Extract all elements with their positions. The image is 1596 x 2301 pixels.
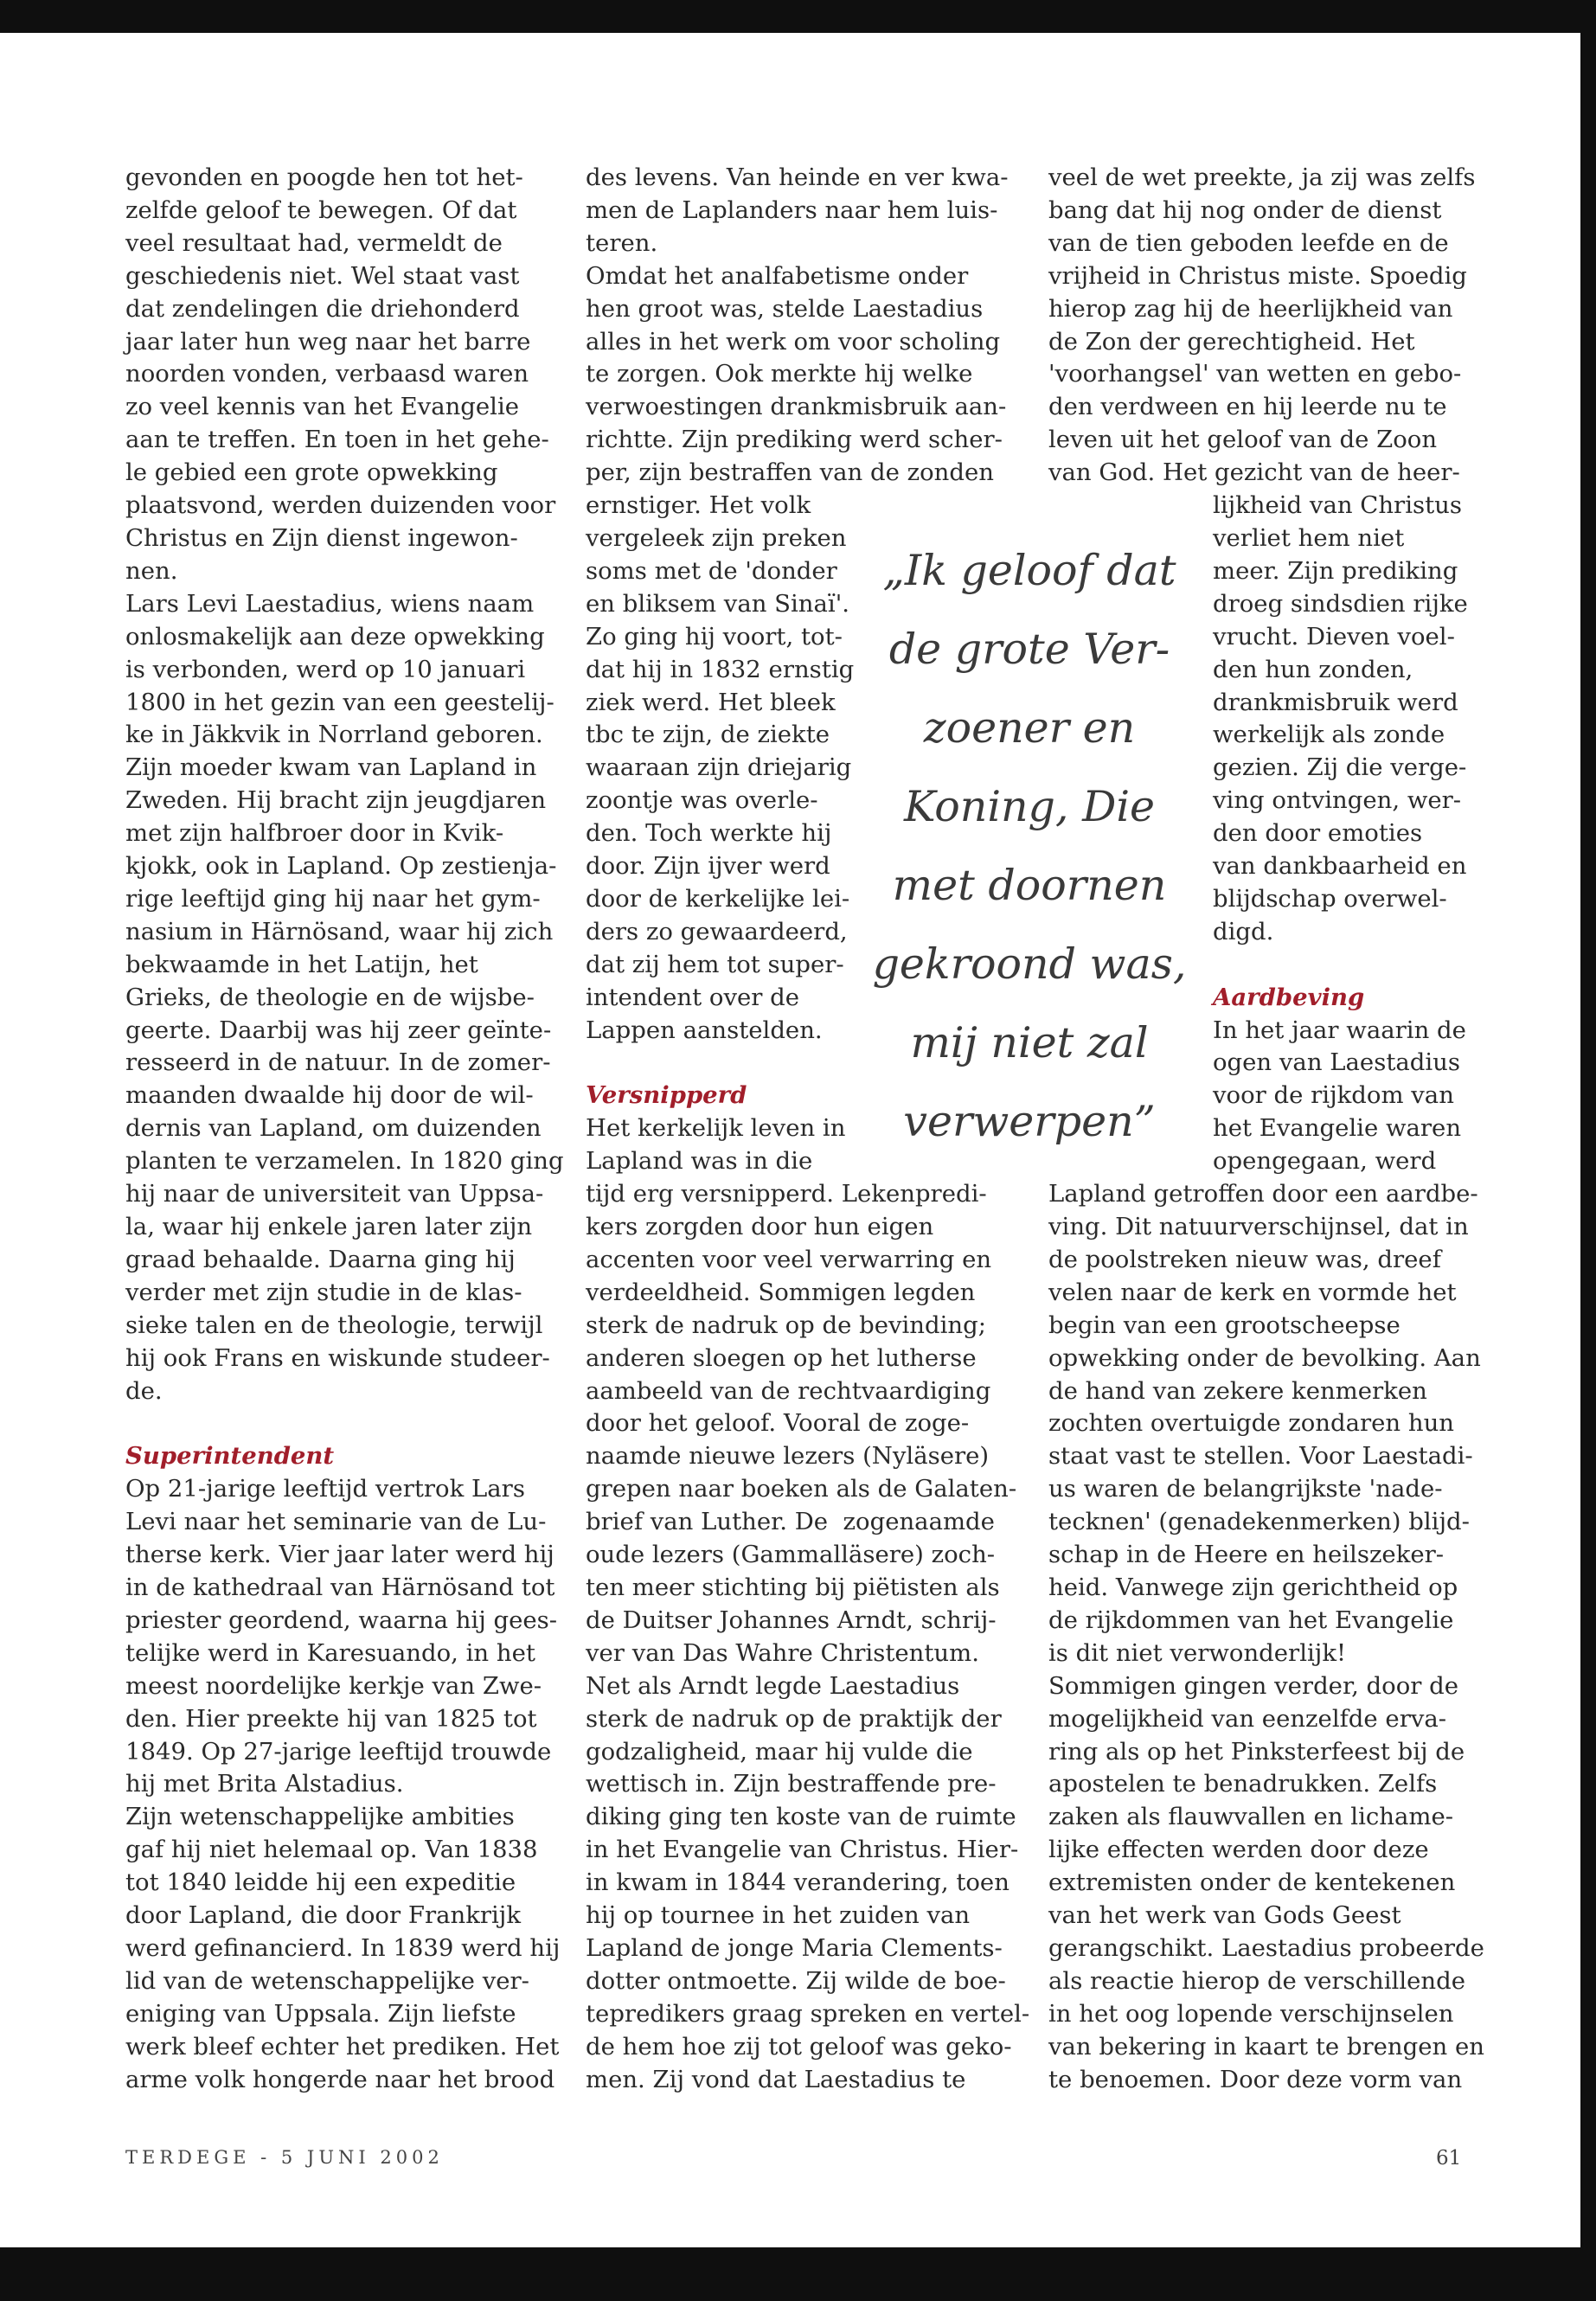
text-line: accenten voor veel verwarring en (586, 1245, 992, 1273)
text-line: godzaligheid, maar hij vulde die (586, 1737, 973, 1766)
text-line: den. Toch werkte hij (586, 819, 832, 848)
text-line: maanden dwaalde hij door de wil- (125, 1081, 534, 1110)
text-line: Zijn moeder kwam van Lapland in (125, 753, 537, 782)
text-line: van de tien geboden leefde en de (1048, 228, 1449, 257)
column-2-body (586, 1112, 1030, 2096)
text-line: dat zendelingen die driehonderd (125, 294, 520, 323)
text-line: hij naar de universiteit van Uppsa- (125, 1180, 544, 1208)
text-line: Omdat het analfabetisme onder (586, 261, 969, 290)
text-line: ver van Das Wahre Christentum. (586, 1638, 979, 1667)
text-line: Lapland was in die (586, 1147, 813, 1176)
text-line: Zo ging hij voort, tot- (586, 622, 843, 651)
subheading-versnipperd: Versnipperd (586, 1081, 747, 1110)
text-line: Zweden. Hij bracht zijn jeugdjaren (125, 786, 547, 815)
text-line: zoontje was overle- (586, 786, 818, 815)
text-line: soms met de 'donder (586, 556, 837, 585)
text-line: den hun zonden, (1213, 655, 1413, 683)
text-line: veel resultaat had, vermeldt de (125, 228, 503, 257)
pull-quote (848, 531, 1211, 1161)
text-line: aan te treffen. En toen in het gehe- (125, 426, 549, 454)
text-line: dat hij in 1832 ernstig (586, 655, 855, 683)
text-line: rige leeftijd ging hij naar het gym- (125, 884, 541, 913)
text-line: sterk de nadruk op de bevinding; (586, 1311, 987, 1339)
text-line: ziek werd. Het bleek (586, 688, 836, 716)
text-line: ving ontvingen, wer- (1213, 786, 1462, 815)
text-line: werk bleef echter het prediken. Het (125, 2032, 560, 2061)
text-line: hij met Brita Alstadius. (125, 1770, 404, 1798)
text-line: mogelijkheid van eenzelfde erva- (1048, 1704, 1447, 1733)
text-line: zochten overtuigde zondaren hun (1048, 1409, 1454, 1438)
text-line: oude lezers (Gammalläsere) zoch- (586, 1541, 996, 1569)
text-line: ving. Dit natuurverschijnsel, dat in (1048, 1213, 1469, 1240)
text-line: veel de wet preekte, ja zij was zelfs (1048, 163, 1476, 191)
text-line: vergeleek zijn preken (586, 523, 847, 552)
footer-publication: TERDEGE - 5 JUNI 2002 (125, 2147, 444, 2168)
text-line: onlosmakelijk aan deze opwekking (125, 622, 545, 651)
quote-line: Koning, Die (903, 782, 1156, 831)
text-line: sieke talen en de theologie, terwijl (125, 1311, 543, 1339)
text-line: staat vast te stellen. Voor Laestadi- (1048, 1442, 1473, 1471)
text-line: aambeeld van de rechtvaardiging (586, 1376, 991, 1405)
text-line: bang dat hij nog onder de dienst (1048, 195, 1442, 224)
text-line: in kwam in 1844 verandering, toen (586, 1868, 1010, 1897)
text-line: en bliksem van Sinaï'. (586, 589, 850, 618)
quote-line: gekroond was, (872, 939, 1187, 989)
text-line: is verbonden, werd op 10 januari (125, 655, 526, 683)
quote-line: de grote Ver- (888, 625, 1170, 674)
text-line: te benoemen. Door deze vorm van (1048, 2065, 1463, 2093)
quote-line: zoener en (923, 703, 1136, 753)
text-line: planten te verzamelen. In 1820 ging (125, 1147, 564, 1176)
text-line: priester geordend, waarna hij gees- (125, 1606, 558, 1634)
text-line: opengegaan, werd (1213, 1147, 1437, 1176)
text-line: droeg sindsdien rijke (1213, 589, 1468, 618)
text-line: digd. (1213, 917, 1274, 945)
text-line: grepen naar boeken als de Galaten- (586, 1475, 1017, 1503)
subheading-superintendent: Superintendent (125, 1442, 335, 1471)
text-line: gaf hij niet helemaal op. Van 1838 (125, 1836, 538, 1864)
text-line: in de kathedraal van Härnösand tot (125, 1573, 555, 1601)
text-line: den door emoties (1213, 819, 1423, 848)
text-line: ogen van Laestadius (1213, 1048, 1460, 1077)
text-line: des levens. Van heinde en ver kwa- (586, 163, 1009, 191)
text-line: dat zij hem tot super- (586, 950, 844, 978)
text-line: schap in de Heere en heilszeker- (1048, 1541, 1445, 1569)
text-line: de hem hoe zij tot geloof was geko- (586, 2032, 1012, 2061)
text-line: Zijn wetenschappelijke ambities (125, 1803, 515, 1831)
text-line: Lappen aanstelden. (586, 1016, 823, 1044)
text-line: verliet hem niet (1213, 523, 1405, 552)
text-line: in het Evangelie van Christus. Hier- (586, 1836, 1019, 1864)
text-line: la, waar hij enkele jaren later zijn (125, 1213, 533, 1240)
text-line: teren. (586, 228, 658, 257)
text-line: werkelijk als zonde (1213, 721, 1445, 749)
column-1-intro (125, 162, 564, 1407)
text-line: Sommigen gingen verder, door de (1048, 1671, 1459, 1700)
text-line: lid van de wetenschappelijke ver- (125, 1966, 529, 1995)
text-line: wettisch in. Zijn bestraffende pre- (586, 1770, 997, 1798)
text-line: graad behaalde. Daarna ging hij (125, 1245, 516, 1273)
text-line: eniging van Uppsala. Zijn liefste (125, 1999, 516, 2028)
column-1 (125, 162, 564, 2096)
column-1-body (125, 1473, 561, 2096)
text-line: kers zorgden door hun eigen (586, 1213, 934, 1240)
text-line: alles in het werk om voor scholing (586, 327, 1001, 356)
text-line: apostelen te benadrukken. Zelfs (1048, 1770, 1438, 1798)
text-line: noorden vonden, verbaasd waren (125, 360, 529, 388)
text-line: den verdween en hij leerde nu te (1048, 393, 1447, 421)
text-line: hij op tournee in het zuiden van (586, 1901, 971, 1930)
text-line: met zijn halfbroer door in Kvik- (125, 819, 504, 848)
column-3-intro (1048, 162, 1481, 490)
bottom-border (0, 2247, 1596, 2301)
text-line: lijke effecten werden door deze (1048, 1836, 1429, 1864)
text-line: waaraan zijn driejarig (586, 753, 852, 782)
text-line: verder met zijn studie in de klas- (125, 1278, 522, 1306)
text-line: drankmisbruik werd (1213, 688, 1458, 716)
text-line: meer. Zijn prediking (1213, 556, 1458, 585)
text-line: de Zon der gerechtigheid. Het (1048, 327, 1415, 356)
text-line: ten meer stichting bij piëtisten als (586, 1573, 1000, 1601)
text-line: de Duitser Johannes Arndt, schrij- (586, 1606, 997, 1634)
text-line: gezien. Zij die verge- (1213, 753, 1467, 782)
text-line: leven uit het geloof van de Zoon (1048, 426, 1438, 454)
text-line: Christus en Zijn dienst ingewon- (125, 523, 518, 552)
text-line: lijkheid van Christus (1213, 491, 1462, 520)
text-line: anderen sloegen op het lutherse (586, 1343, 977, 1372)
text-line: in het oog lopende verschijnselen (1048, 1999, 1454, 2028)
text-line: ke in Jäkkvik in Norrland geboren. (125, 721, 543, 749)
text-line: van dankbaarheid en (1213, 852, 1467, 881)
text-line: den. Hier preekte hij van 1825 tot (125, 1704, 537, 1733)
text-line: diking ging ten koste van de ruimte (586, 1803, 1016, 1831)
text-line: 'voorhangsel' van wetten en gebo- (1048, 360, 1462, 388)
text-line: dernis van Lapland, om duizenden (125, 1114, 542, 1143)
text-line: tijd erg versnipperd. Lekenpredi- (586, 1180, 987, 1208)
text-line: geerte. Daarbij was hij zeer geïnte- (125, 1016, 552, 1044)
text-line: de rijkdommen van het Evangelie (1048, 1606, 1454, 1634)
text-line: door Lapland, die door Frankrijk (125, 1901, 521, 1930)
text-line: Levi naar het seminarie van de Lu- (125, 1508, 547, 1536)
spacer (125, 1407, 558, 1440)
text-line: resseerd in de natuur. In de zomer- (125, 1048, 551, 1077)
text-line: opwekking onder de bevolking. Aan (1048, 1343, 1481, 1372)
text-line: brief van Luther. De zogenaamde (586, 1508, 995, 1536)
text-line: vrucht. Dieven voel- (1213, 622, 1455, 651)
text-line: meest noordelijke kerkje van Zwe- (125, 1671, 542, 1700)
text-line: gerangschikt. Laestadius probeerde (1048, 1933, 1484, 1962)
text-line: dotter ontmoette. Zij wilde de boe- (586, 1966, 1006, 1995)
text-line: men. Zij vond dat Laestadius te (586, 2065, 966, 2093)
text-line: extremisten onder de kentekenen (1048, 1868, 1456, 1897)
text-line: tecknen' (genadekenmerken) blijd- (1048, 1508, 1470, 1536)
top-border (0, 0, 1596, 33)
text-line: sterk de nadruk op de praktijk der (586, 1704, 1002, 1733)
quote-line: verwerpen” (903, 1097, 1156, 1146)
text-line: zelfde geloof te bewegen. Of dat (125, 195, 517, 224)
text-line: therse kerk. Vier jaar later werd hij (125, 1541, 554, 1569)
text-line: jaar later hun weg naar het barre (125, 327, 531, 356)
text-line: per, zijn bestraffen van de zonden (586, 458, 994, 487)
text-line: het Evangelie waren (1213, 1114, 1462, 1143)
text-line: le gebied een grote opwekking (125, 458, 498, 487)
text-line: us waren de belangrijkste 'nade- (1048, 1475, 1443, 1503)
page-number: 61 (1436, 2147, 1462, 2170)
text-line: begin van een grootscheepse (1048, 1311, 1401, 1339)
text-line: hierop zag hij de heerlijkheid van (1048, 294, 1453, 323)
text-line: Lapland de jonge Maria Clements- (586, 1933, 1003, 1962)
text-line: door het geloof. Vooral de zoge- (586, 1409, 970, 1438)
text-line: zaken als flauwvallen en lichame- (1048, 1803, 1454, 1831)
text-line: de. (125, 1376, 163, 1405)
text-line: voor de rijkdom van (1213, 1081, 1454, 1110)
text-line: nen. (125, 556, 178, 585)
text-line: zo veel kennis van het Evangelie (125, 393, 520, 421)
text-line: arme volk hongerde naar het brood (125, 2065, 555, 2093)
text-line: door. Zijn ijver werd (586, 852, 830, 881)
text-line: tot 1840 leidde hij een expeditie (125, 1868, 516, 1897)
text-line: verdeeldheid. Sommigen legden (586, 1278, 976, 1306)
text-line: Net als Arndt legde Laestadius (586, 1671, 960, 1700)
text-line: Lapland getroffen door een aardbe- (1048, 1180, 1478, 1208)
quote-line: mij niet zal (910, 1018, 1149, 1067)
text-line: van God. Het gezicht van de heer- (1048, 458, 1460, 487)
text-line: hen groot was, stelde Laestadius (586, 294, 984, 323)
text-line: In het jaar waarin de (1213, 1016, 1466, 1044)
text-line: de hand van zekere kenmerken (1048, 1376, 1427, 1405)
text-line: telijke werd in Karesuando, in het (125, 1638, 535, 1667)
text-line: hij ook Frans en wiskunde studeer- (125, 1343, 550, 1372)
text-line: geschiedenis niet. Wel staat vast (125, 261, 520, 290)
quote-line: met doornen (892, 861, 1167, 910)
text-line: tbc te zijn, de ziekte (586, 721, 830, 749)
text-line: Lars Levi Laestadius, wiens naam (125, 589, 535, 618)
text-line: men de Laplanders naar hem luis- (586, 195, 998, 224)
text-line: van bekering in kaart te brengen en (1048, 2032, 1484, 2061)
text-line: ders zo gewaardeerd, (586, 917, 848, 945)
text-line: blijdschap overwel- (1213, 884, 1447, 913)
text-line: verwoestingen drankmisbruik aan- (586, 393, 1007, 421)
quote-line: „Ik geloof dat (882, 546, 1176, 595)
text-line: richtte. Zijn prediking werd scher- (586, 426, 1003, 454)
text-line: vrijheid in Christus miste. Spoedig (1048, 261, 1467, 290)
text-line: ernstiger. Het volk (586, 491, 811, 520)
text-line: 1800 in het gezin van een geestelij- (125, 688, 554, 716)
text-line: door de kerkelijke lei- (586, 884, 850, 913)
text-line: velen naar de kerk en vormde het (1048, 1278, 1457, 1306)
text-line: werd gefinancierd. In 1839 werd hij (125, 1933, 561, 1962)
text-line: bekwaamde in het Latijn, het (125, 950, 478, 978)
text-line: plaatsvond, werden duizenden voor (125, 491, 556, 520)
text-line: heid. Vanwege zijn gerichtheid op (1048, 1573, 1458, 1601)
text-line: tepredikers graag spreken en vertel- (586, 1999, 1030, 2028)
text-line: is dit niet verwonderlijk! (1048, 1638, 1347, 1667)
text-line: kjokk, ook in Lapland. Op zestienja- (125, 852, 557, 881)
text-line: als reactie hierop de verschillende (1048, 1966, 1466, 1995)
text-line: 1849. Op 27-jarige leeftijd trouwde (125, 1737, 552, 1766)
text-line: Grieks, de theologie en de wijsbe- (125, 983, 535, 1011)
text-line: te zorgen. Ook merkte hij welke (586, 360, 973, 388)
text-line: naamde nieuwe lezers (Nyläsere) (586, 1442, 990, 1471)
column-3-body (1048, 1178, 1484, 2096)
subheading-aardbeving: Aardbeving (1213, 983, 1365, 1011)
text-line: intendent over de (586, 983, 800, 1011)
right-border (1580, 0, 1596, 2301)
text-line: Op 21-jarige leeftijd vertrok Lars (125, 1475, 525, 1503)
text-line: nasium in Härnösand, waar hij zich (125, 917, 554, 945)
text-line: gevonden en poogde hen tot het- (125, 163, 523, 191)
text-line: de poolstreken nieuw was, dreef (1048, 1245, 1441, 1273)
text-line: Het kerkelijk leven in (586, 1114, 846, 1143)
text-line: van het werk van Gods Geest (1048, 1901, 1401, 1930)
text-line: ring als op het Pinksterfeest bij de (1048, 1737, 1465, 1766)
